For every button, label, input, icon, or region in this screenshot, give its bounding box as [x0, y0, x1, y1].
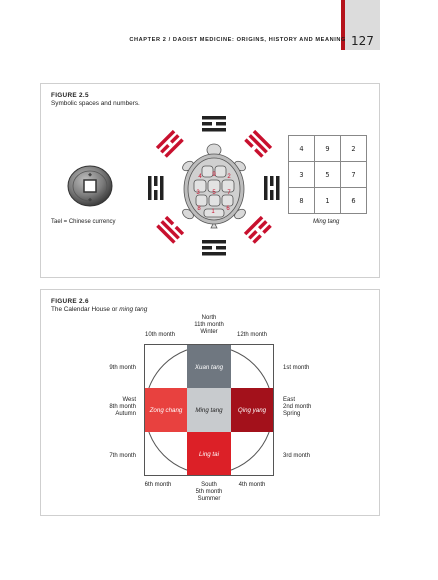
- running-head: CHAPTER 2 / DAOIST MEDICINE: ORIGINS, HISTORY AND MEANING: [129, 37, 346, 43]
- caption-text: The Calendar House or: [51, 306, 120, 313]
- grid-cell: 4: [289, 136, 315, 162]
- grid-cell: 6: [341, 188, 367, 214]
- grid-cell: 2: [341, 136, 367, 162]
- ling-tai-label: Ling tai: [199, 451, 219, 458]
- turtle-number: 1: [211, 209, 215, 215]
- trigram-southeast-icon: [244, 216, 272, 244]
- month-9-label: 9th month: [109, 365, 136, 371]
- caption-italic: ming tang: [119, 306, 148, 313]
- grid-cell: 7: [341, 162, 367, 188]
- grid-cell: 8: [289, 188, 315, 214]
- west-label: West 8th month Autumn: [109, 397, 136, 417]
- figure-2-6-label: FIGURE 2.6: [51, 298, 89, 305]
- figure-2-5-label: FIGURE 2.5: [51, 92, 89, 99]
- turtle-number: 8: [197, 206, 201, 212]
- trigram-west-icon: [148, 176, 164, 200]
- trigram-north-icon: [202, 116, 226, 132]
- turtle-number: 7: [227, 190, 231, 196]
- page-number: 127: [351, 34, 374, 48]
- turtle-number: 2: [227, 174, 231, 180]
- north-label: North 11th month Winter: [194, 315, 224, 335]
- ming-tang-label: Ming tang: [195, 407, 223, 414]
- ming-tang-grid: [288, 135, 367, 214]
- zong-chang-label: Zong chang: [149, 407, 183, 414]
- trigram-east-icon: [264, 176, 280, 200]
- qing-yang-label: Qing yang: [237, 407, 267, 414]
- trigram-northwest-icon: [156, 130, 184, 158]
- xuan-tang-label: Xuan tang: [194, 364, 224, 371]
- figure-2-5-caption: Symbolic spaces and numbers.: [51, 100, 140, 107]
- east-label: East 2nd month Spring: [283, 397, 312, 417]
- chinese-coin-icon: [66, 164, 114, 208]
- svg-text:◆: ◆: [88, 197, 92, 203]
- month-3-label: 3rd month: [283, 453, 311, 459]
- month-10-label: 10th month: [144, 332, 176, 338]
- month-4-label: 4th month: [238, 482, 266, 488]
- grid-cell: 1: [315, 188, 341, 214]
- figure-2-6-caption: [51, 306, 147, 313]
- svg-text:◆: ◆: [88, 172, 92, 178]
- month-1-label: 1st month: [283, 365, 310, 371]
- grid-cell: 5: [315, 162, 341, 188]
- turtle-icon: [181, 144, 247, 228]
- month-12-label: 12th month: [236, 332, 268, 338]
- trigram-northeast-icon: [244, 130, 272, 158]
- trigram-south-icon: [202, 240, 226, 256]
- turtle-number: 9: [212, 172, 216, 178]
- trigram-southwest-icon: [156, 216, 184, 244]
- month-6-label: 6th month: [144, 482, 172, 488]
- ming-tang-grid-caption: Ming tang: [313, 219, 340, 225]
- turtle-number: 6: [226, 206, 230, 212]
- grid-cell: 3: [289, 162, 315, 188]
- trigram-turtle-diagram: [140, 114, 288, 260]
- grid-cell: 9: [315, 136, 341, 162]
- turtle-number: 3: [196, 190, 200, 196]
- turtle-number: 5: [212, 190, 216, 196]
- month-7-label: 7th month: [109, 453, 136, 459]
- turtle-number: 4: [198, 174, 202, 180]
- south-label: South 5th month Summer: [195, 482, 223, 502]
- coin-caption: Tael = Chinese currency: [51, 219, 116, 225]
